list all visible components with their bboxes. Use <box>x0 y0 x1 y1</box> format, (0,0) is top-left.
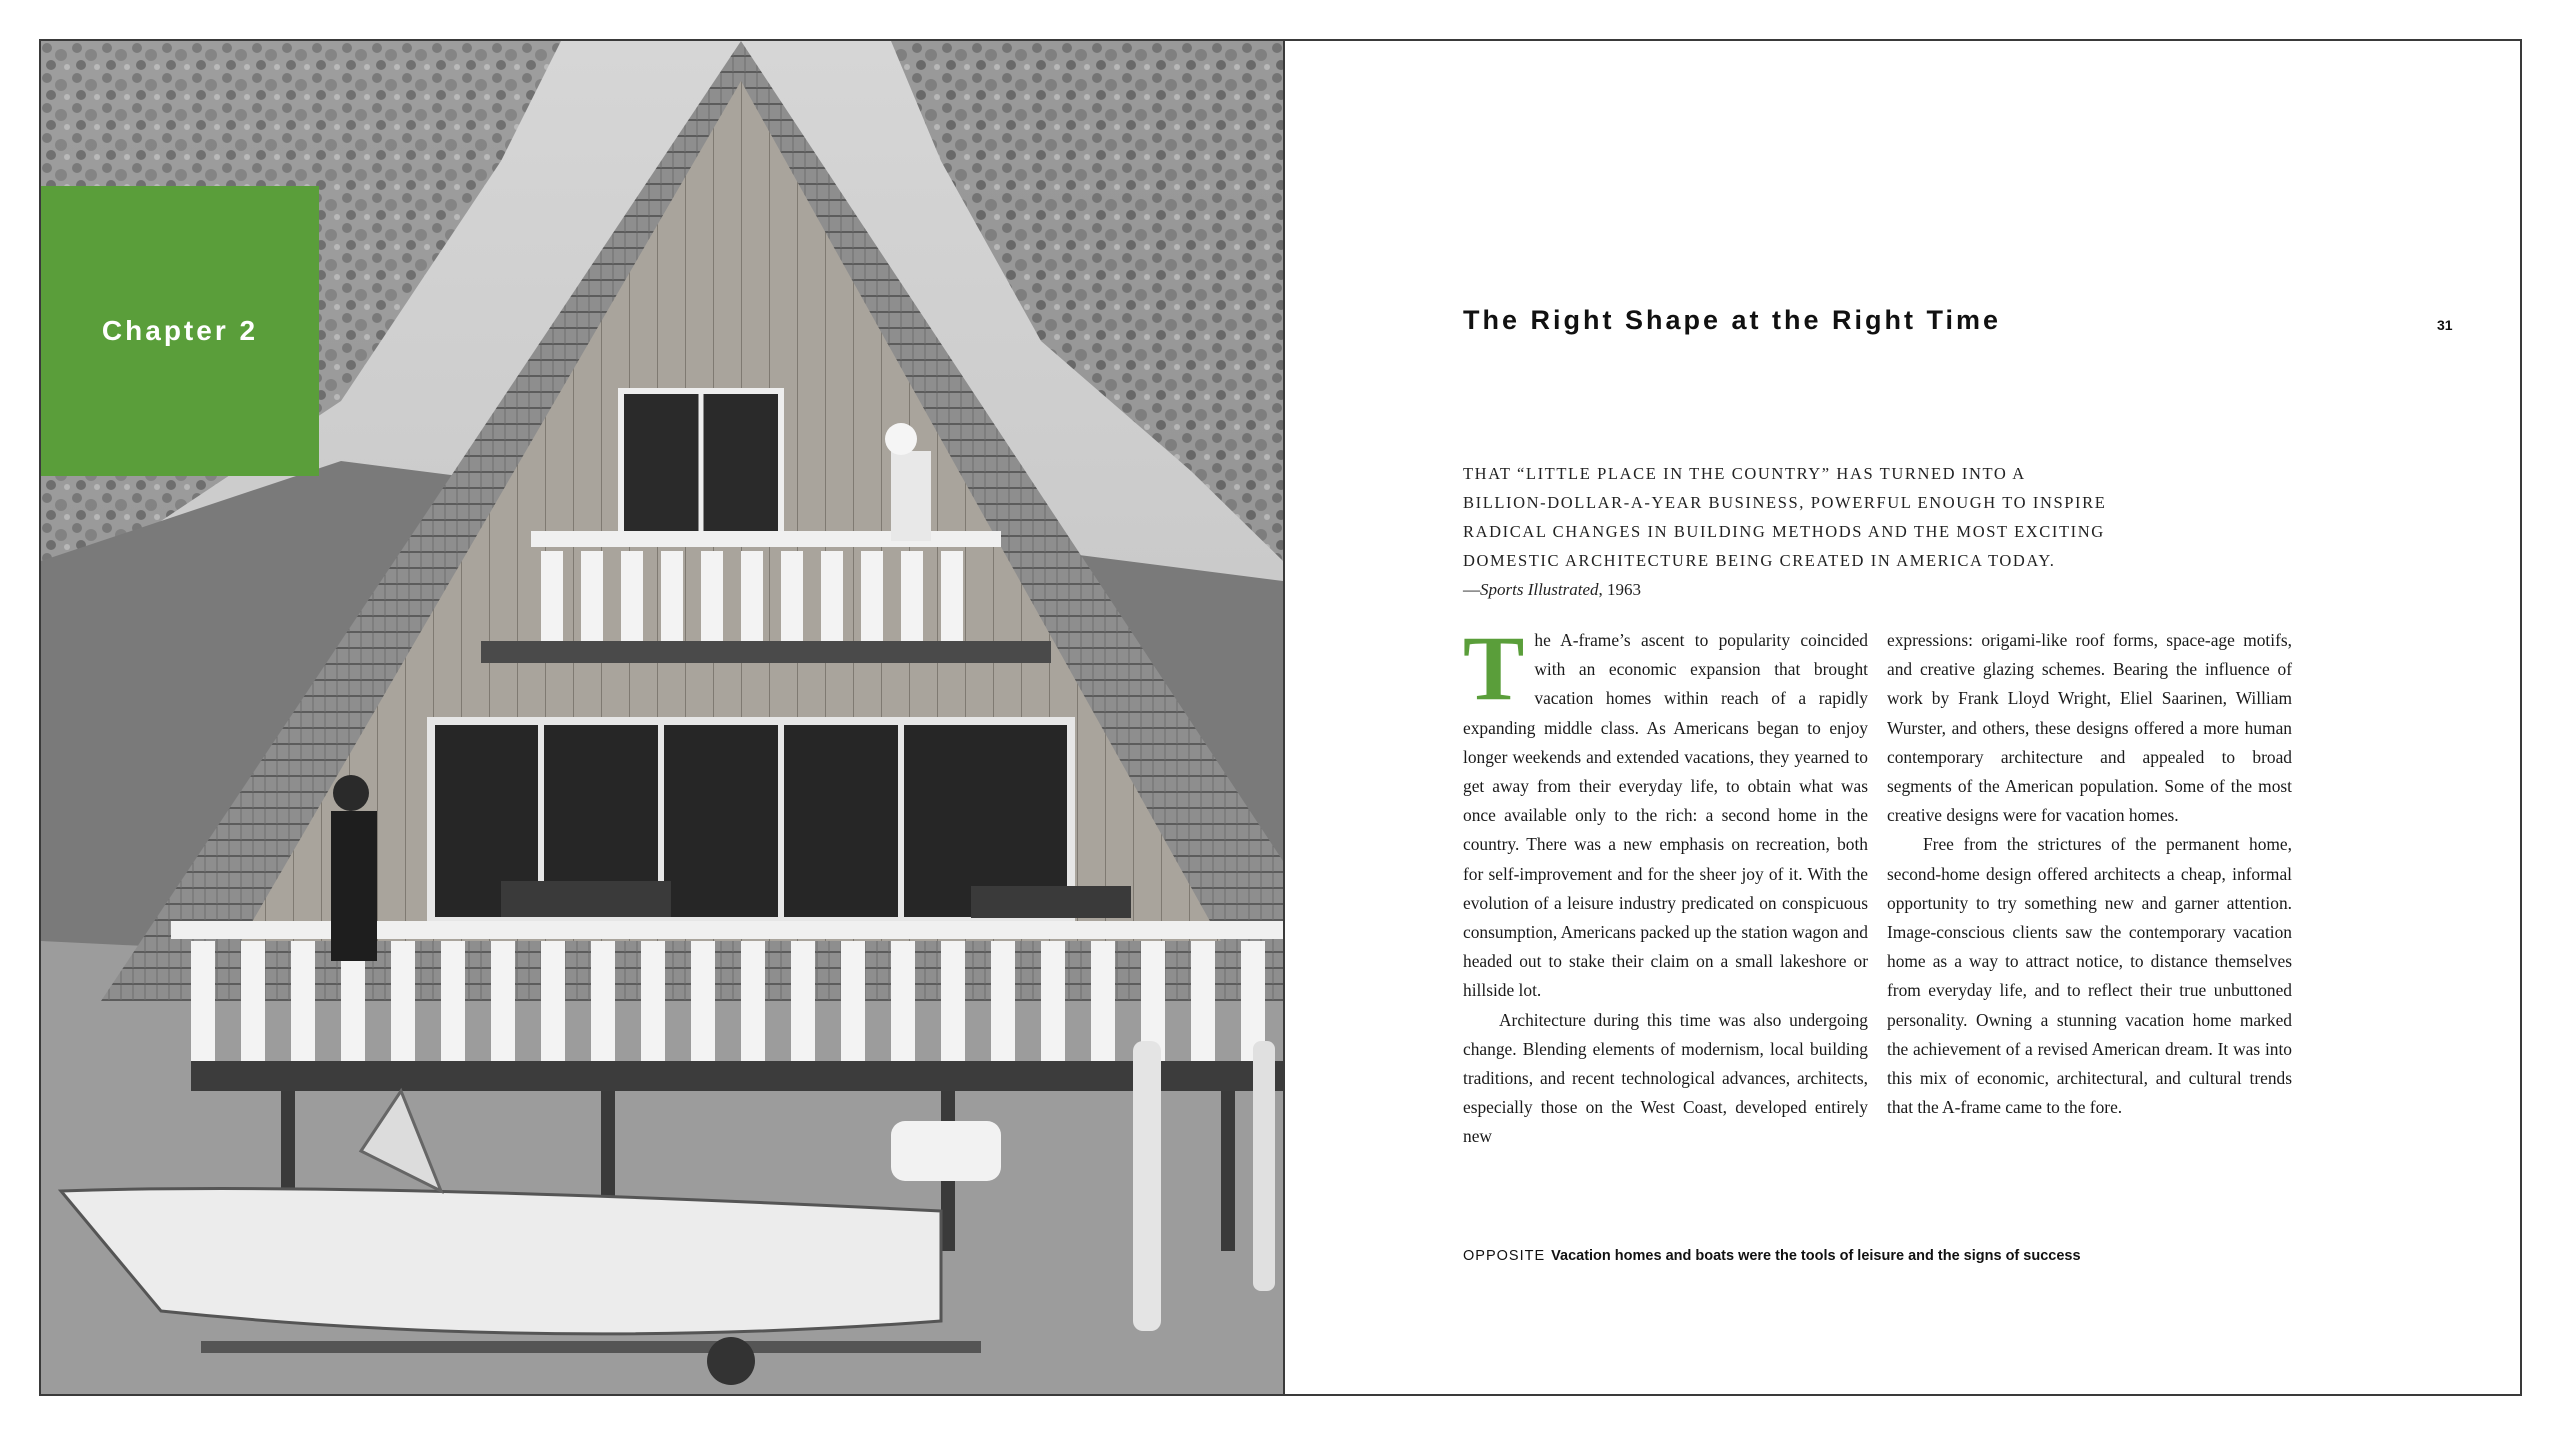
paragraph-1-text: he A-frame’s ascent to popularity coincided with an economic expansion that brought vacation homes within reach of a rapidly expanding middle class. As Americans began to enjoy longer weekends and extended vacations, they yearned to get away from their everyday life, to obtain what was once available only to the rich: a second home in the country. There was a new emphasis on recreation, both for self-improvement and for the sheer joy of it. With the evolution of a leisure industry predicated on conspicuous consumption, Americans packed up the station wagon and headed out to stake their claim on a small lakeshore or hillside lot. <box>1463 630 1868 1001</box>
epigraph-attribution <box>1463 575 2163 604</box>
paragraph-4: Free from the strictures of the permanent home, second-home design offered architects a cheap, informal opportunity to try something new and garner attention. Image-conscious clients saw the contemporary vacation home as a way to attract notice, to distance themselves from everyday life, and to reflect their true unbuttoned personality. Owning a stunning vacation home marked the achievement of a revised American dream. It was into this mix of economic, architectural, and cultural trends that the A-frame came to the fore. <box>1887 834 2292 1118</box>
page-title: The Right Shape at the Right Time <box>1463 305 2002 335</box>
attribution-dash: — <box>1463 580 1480 599</box>
epigraph-line: THAT “LITTLE PLACE IN THE COUNTRY” HAS TURNED INTO A <box>1463 464 2026 483</box>
caption-label: OPPOSITE <box>1463 1248 1546 1264</box>
book-spread <box>39 39 2522 1396</box>
paragraph-1 <box>1463 617 1868 1006</box>
epigraph-line: BILLION-DOLLAR-A-YEAR BUSINESS, POWERFUL ENOUGH TO INSPIRE <box>1463 493 2107 512</box>
attribution-source: Sports Illustrated <box>1480 580 1599 599</box>
paragraph-3: expressions: origami-like roof forms, space-age motifs, and creative glazing schemes. Bearing the influence of work by Frank Lloyd Wright, Eliel Saarinen, William Wurster, and others, these designs offered a more human contemporary architecture and appealed to broad segments of the American population. Some of the most creative designs were for vacation homes. <box>1887 630 2292 826</box>
page-number: 31 <box>2437 317 2453 333</box>
chapter-badge <box>41 186 319 476</box>
body-column-left <box>1463 617 1868 1152</box>
attribution-year: , 1963 <box>1598 580 1642 599</box>
epigraph-line: DOMESTIC ARCHITECTURE BEING CREATED IN AMERICA TODAY. <box>1463 551 2056 570</box>
paragraph-2: Architecture during this time was also undergoing change. Blending elements of modernism, local building traditions, and recent technological advances, architects, especially those on the West Coast, developed entirely new <box>1463 1009 1868 1147</box>
body-column-right <box>1887 626 2292 1122</box>
chapter-label: Chapter 2 <box>101 315 259 346</box>
caption-text: Vacation homes and boats were the tools of leisure and the signs of success <box>1551 1248 2081 1264</box>
text-page <box>1285 41 2522 1394</box>
drop-cap: T <box>1463 617 1525 719</box>
a-frame-house-photo <box>41 41 1285 1394</box>
photo-caption <box>1463 1248 2081 1264</box>
epigraph <box>1463 459 2163 604</box>
epigraph-line: RADICAL CHANGES IN BUILDING METHODS AND THE MOST EXCITING <box>1463 522 2105 541</box>
